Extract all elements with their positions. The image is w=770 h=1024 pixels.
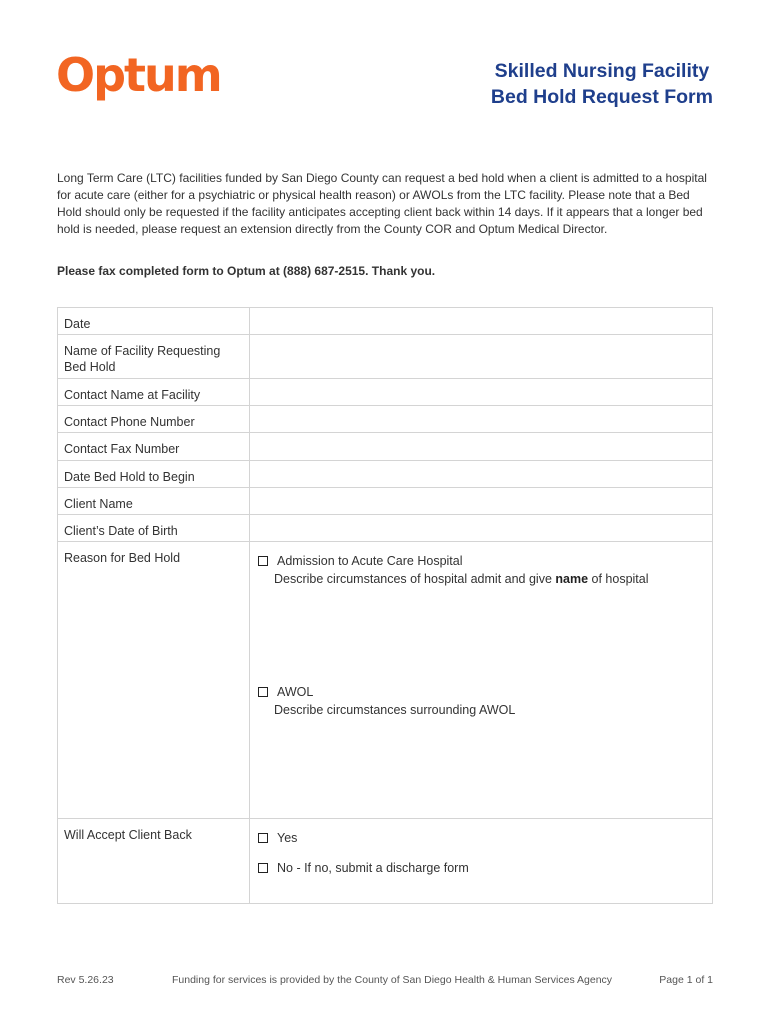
admission-label: Admission to Acute Care Hospital <box>277 554 463 568</box>
label-date: Date <box>58 308 250 335</box>
label-accept-back: Will Accept Client Back <box>58 819 250 904</box>
yes-label: Yes <box>277 831 298 845</box>
option-admission[interactable] <box>258 552 704 570</box>
funding-note: Funding for services is provided by the County of San Diego Health & Human Services Agency <box>172 974 613 986</box>
label-date-begin: Date Bed Hold to Begin <box>58 461 250 488</box>
fax-instruction: Please fax completed form to Optum at (888) 687-2515. Thank you. <box>57 264 436 278</box>
label-client-name: Client Name <box>58 488 250 515</box>
label-contact-fax: Contact Fax Number <box>58 433 250 461</box>
awol-label: AWOL <box>277 685 314 699</box>
label-contact-phone: Contact Phone Number <box>58 406 250 433</box>
revision-date: Rev 5.26.23 <box>57 974 114 986</box>
input-contact-phone[interactable] <box>250 406 713 433</box>
label-facility-name: Name of Facility Requesting Bed Hold <box>58 335 250 379</box>
input-facility-name[interactable] <box>250 335 713 379</box>
awol-description: Describe circumstances surrounding AWOL <box>274 703 516 717</box>
awol-checkbox[interactable] <box>258 687 268 697</box>
no-checkbox[interactable] <box>258 863 268 873</box>
title-line-1: Skilled Nursing Facility <box>494 60 710 82</box>
label-contact-name: Contact Name at Facility <box>58 379 250 406</box>
yes-checkbox[interactable] <box>258 833 268 843</box>
page-number: Page 1 of 1 <box>659 974 713 986</box>
label-client-dob: Client’s Date of Birth <box>58 515 250 542</box>
optum-logo: Optum <box>56 48 221 102</box>
admission-checkbox[interactable] <box>258 556 268 566</box>
request-form-table <box>57 307 713 904</box>
input-client-name[interactable] <box>250 488 713 515</box>
input-contact-fax[interactable] <box>250 433 713 461</box>
input-contact-name[interactable] <box>250 379 713 406</box>
option-no[interactable] <box>258 859 704 877</box>
no-label: No - If no, submit a discharge form <box>277 861 469 875</box>
admission-description: Describe circumstances of hospital admit and give name of hospital <box>274 572 649 586</box>
option-awol[interactable] <box>258 683 704 701</box>
intro-paragraph: Long Term Care (LTC) facilities funded by San Diego County can request a bed hold when a client is admitted to a hospital for acute care (either for a psychiatric or physical health reason) or AWOLs from the LTC facility. Please note that a Bed Hold should only be requested if the facility anticipates accepting client back within 14 days. If it appears that a longer bed hold is needed, please request an extension directly from the County COR and Optum Medical Director. <box>57 171 707 236</box>
title-line-2: Bed Hold Request Form <box>490 86 713 108</box>
input-date[interactable] <box>250 308 713 335</box>
input-client-dob[interactable] <box>250 515 713 542</box>
accept-options-cell <box>250 819 713 904</box>
reason-options-cell <box>250 542 713 819</box>
admission-writing-space[interactable] <box>258 588 704 683</box>
input-date-begin[interactable] <box>250 461 713 488</box>
form-title <box>491 58 713 110</box>
label-reason: Reason for Bed Hold <box>58 542 250 819</box>
option-yes[interactable] <box>258 829 704 847</box>
